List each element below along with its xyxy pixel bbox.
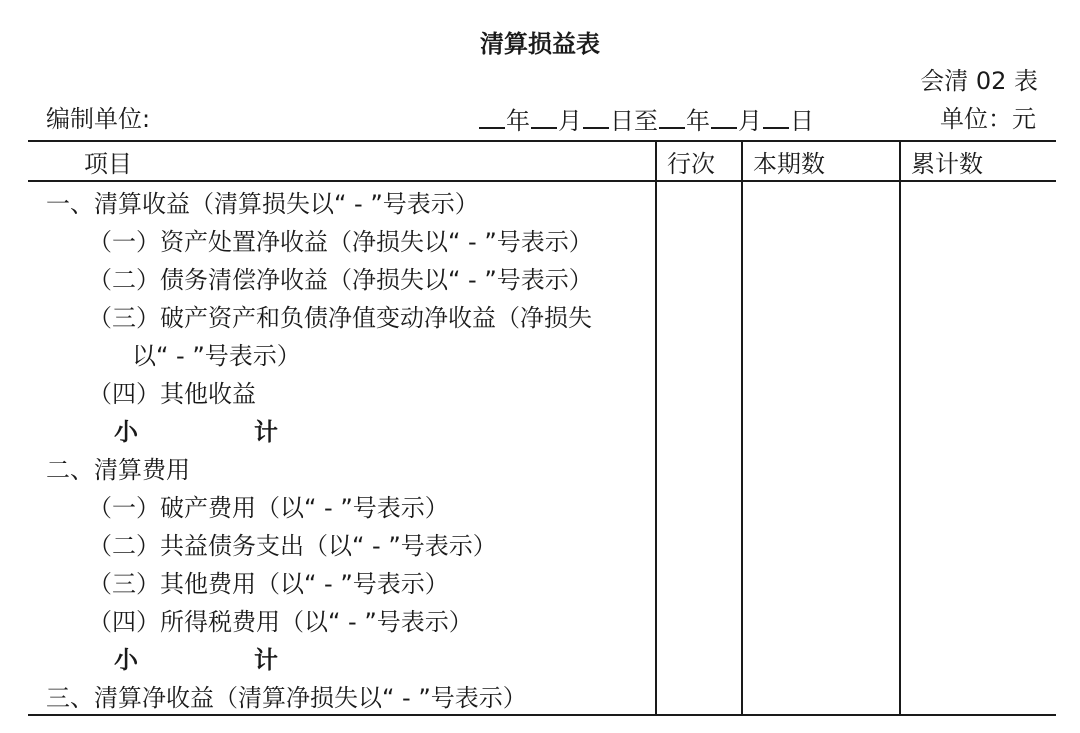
subtotal-char-1: 小 [114,645,138,674]
table-row [28,524,1056,562]
header-row [28,141,1056,181]
row-line-no[interactable] [656,638,742,676]
date-range [478,101,814,139]
table-row [28,562,1056,600]
row-cumulative[interactable] [900,676,1056,715]
row-line-no[interactable] [656,334,742,372]
table-row [28,258,1056,296]
row-cumulative[interactable] [900,220,1056,258]
row-item: （四）所得税费用（以“ - ”号表示） [88,607,473,636]
row-current[interactable] [742,486,900,524]
month-label: 月 [558,107,582,135]
row-cumulative[interactable] [900,448,1056,486]
row-current[interactable] [742,638,900,676]
report-header [46,101,1036,137]
day-blank [583,101,609,129]
row-item: （二）债务清偿净收益（净损失以“ - ”号表示） [88,265,593,294]
table-row [28,296,1056,334]
table-row [28,372,1056,410]
row-line-no[interactable] [656,258,742,296]
subtotal-label [28,638,656,676]
row-line-no[interactable] [656,448,742,486]
row-cumulative[interactable] [900,638,1056,676]
row-line-no[interactable] [656,181,742,220]
subtotal-char-1: 小 [114,417,138,446]
row-cumulative[interactable] [900,600,1056,638]
row-item: （二）共益债务支出（以“ - ”号表示） [88,531,497,560]
row-item: 三、清算净收益（清算净损失以“ - ”号表示） [28,676,656,715]
day-blank [763,101,789,129]
subtotal-row [28,638,1056,676]
table-row [28,676,1056,715]
row-line-no[interactable] [656,600,742,638]
table-row [28,220,1056,258]
row-line-no[interactable] [656,220,742,258]
row-line-no[interactable] [656,372,742,410]
row-current[interactable] [742,448,900,486]
row-cumulative[interactable] [900,486,1056,524]
row-current[interactable] [742,600,900,638]
subtotal-char-2: 计 [254,645,278,674]
row-cumulative[interactable] [900,181,1056,220]
form-code: 会清 02 表 [920,67,1038,95]
month-blank [711,101,737,129]
row-cumulative[interactable] [900,296,1056,334]
table-row [28,181,1056,220]
subtotal-row [28,410,1056,448]
row-line-no[interactable] [656,296,742,334]
row-current[interactable] [742,334,900,372]
row-item: （三）破产资产和负债净值变动净收益（净损失 [88,303,592,332]
row-cumulative[interactable] [900,524,1056,562]
row-current[interactable] [742,410,900,448]
subtotal-label [28,410,656,448]
year-label: 年 [506,107,530,135]
header-line-no: 行次 [656,141,742,181]
row-current[interactable] [742,220,900,258]
row-cumulative[interactable] [900,372,1056,410]
year-blank [659,101,685,129]
prep-unit-label: 编制单位: [46,105,151,133]
row-line-no[interactable] [656,562,742,600]
subtotal-char-2: 计 [254,417,278,446]
year-label: 年 [686,107,710,135]
header-item: 项目 [28,141,656,181]
row-current[interactable] [742,296,900,334]
header-current-period: 本期数 [742,141,900,181]
row-cumulative[interactable] [900,258,1056,296]
document-title: 清算损益表 [480,30,600,58]
row-line-no[interactable] [656,410,742,448]
table-row [28,334,1056,372]
row-item: （一）破产费用（以“ - ”号表示） [88,493,449,522]
row-item: 一、清算收益（清算损失以“ - ”号表示） [46,189,479,218]
currency-label: 单位：元 [940,105,1036,133]
year-blank [479,101,505,129]
row-current[interactable] [742,372,900,410]
month-blank [531,101,557,129]
row-item: （四）其他收益 [88,379,256,408]
row-current[interactable] [742,258,900,296]
table-row [28,448,1056,486]
row-cumulative[interactable] [900,410,1056,448]
header-cumulative: 累计数 [900,141,1056,181]
row-current[interactable] [742,676,900,715]
table-row [28,486,1056,524]
row-current[interactable] [742,181,900,220]
row-line-no[interactable] [656,524,742,562]
row-item: （三）其他费用（以“ - ”号表示） [88,569,449,598]
row-current[interactable] [742,562,900,600]
row-line-no[interactable] [656,486,742,524]
table-row [28,600,1056,638]
row-line-no[interactable] [656,676,742,715]
liquidation-pl-table [28,140,1056,716]
row-item: 以“ - ”号表示） [132,341,301,370]
row-cumulative[interactable] [900,562,1056,600]
day-label: 日 [790,107,814,135]
row-item: 二、清算费用 [46,455,190,484]
row-cumulative[interactable] [900,334,1056,372]
row-item: （一）资产处置净收益（净损失以“ - ”号表示） [88,227,593,256]
month-label: 月 [738,107,762,135]
day-to-label: 日至 [610,107,658,135]
row-current[interactable] [742,524,900,562]
